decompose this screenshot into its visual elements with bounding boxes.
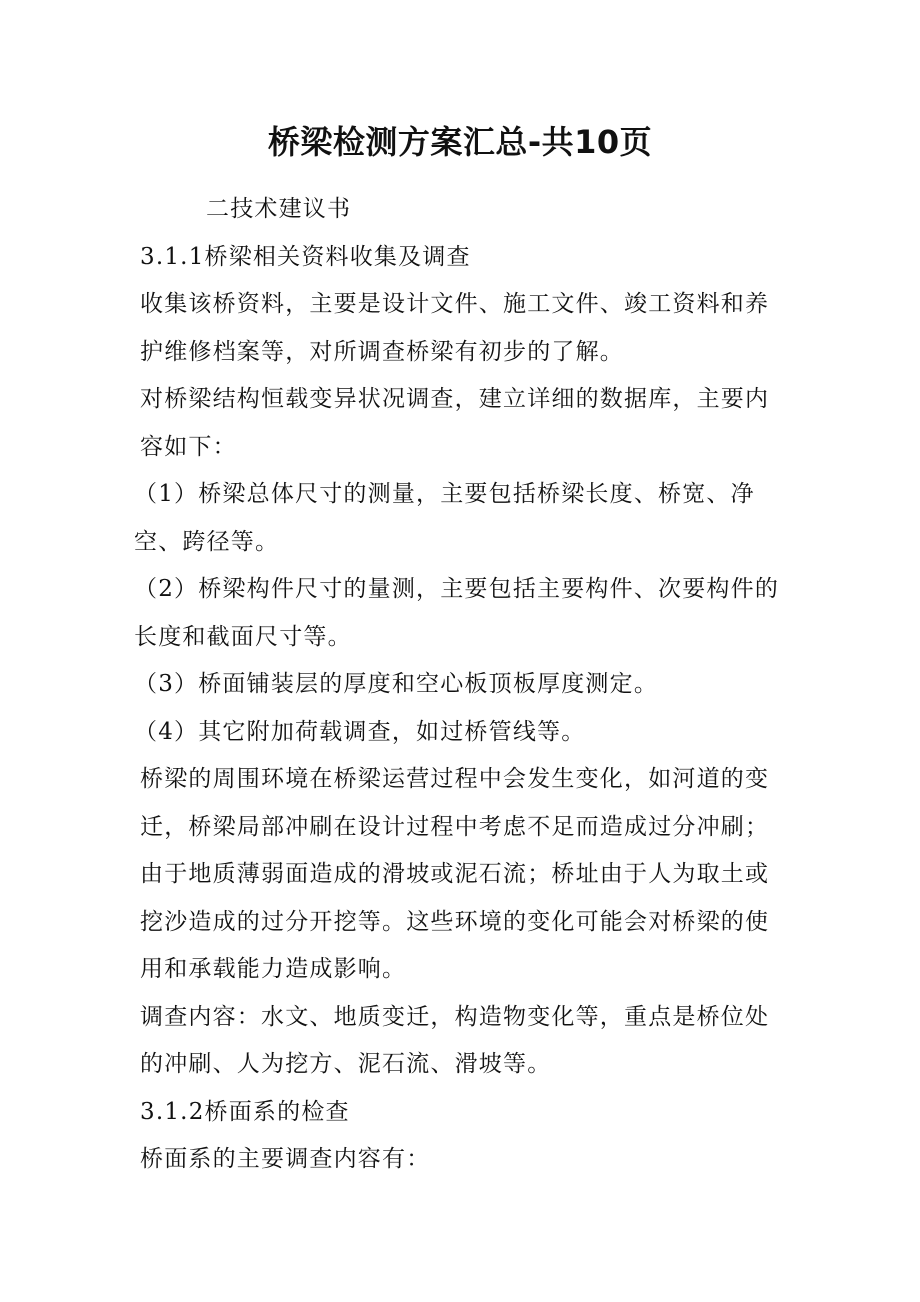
section-heading: 3.1.2桥面系的检查 bbox=[140, 1098, 350, 1125]
page-title: 桥梁检测方案汇总-共10页 bbox=[267, 123, 653, 161]
list-item: （2）桥梁构件尺寸的量测，主要包括主要构件、次要构件的长度和截面尺寸等。 bbox=[134, 576, 780, 650]
paragraph: 桥梁的周围环境在桥梁运营过程中会发生变化，如河道的变迁，桥梁局部冲刷在设计过程中考虑不足而造成过分冲刷；由于地质薄弱面造成的滑坡或泥石流；桥址由于人为取土或挖沙造成的过分开挖等。这些环境的变化可能会对桥梁的使用和承载能力造成影响。 bbox=[140, 766, 770, 982]
list-item: （4）其它附加荷载调查，如过桥管线等。 bbox=[134, 718, 586, 745]
paragraph: 收集该桥资料，主要是设计文件、施工文件、竣工资料和养护维修档案等，对所调查桥梁有初步的了解。 bbox=[140, 291, 770, 365]
paragraph: 桥面系的主要调查内容有： bbox=[140, 1146, 431, 1172]
section-heading: 3.1.1桥梁相关资料收集及调查 bbox=[140, 243, 471, 270]
list-item: （3）桥面铺装层的厚度和空心板顶板厚度测定。 bbox=[134, 671, 659, 697]
subheading: 二技术建议书 bbox=[206, 196, 352, 222]
list-item: （1）桥梁总体尺寸的测量，主要包括桥梁长度、桥宽、净空、跨径等。 bbox=[134, 481, 755, 555]
document-body bbox=[134, 186, 790, 1184]
paragraph: 对桥梁结构恒载变异状况调查，建立详细的数据库，主要内容如下： bbox=[140, 386, 770, 460]
paragraph: 调查内容：水文、地质变迁，构造物变化等，重点是桥位处的冲刷、人为挖方、泥石流、滑坡等。 bbox=[140, 1003, 770, 1077]
